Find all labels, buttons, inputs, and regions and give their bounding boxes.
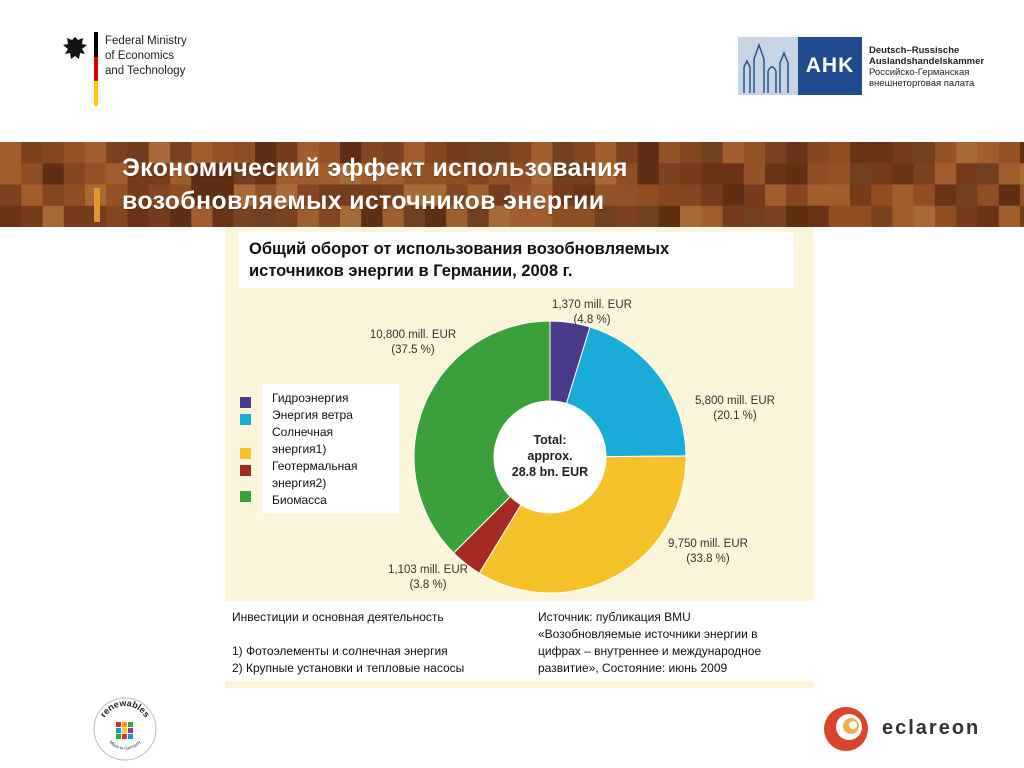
legend-label: Биомасса [272,493,327,507]
ahk-line-1: Deutsch–Russische [869,45,960,56]
legend-label: Энергия ветра [272,408,353,422]
slice-value-label: 10,800 mill. EUR [369,329,457,341]
renewables-word: renewables [97,697,152,720]
note-line: 1) Фотоэлементы и солнечная энергия [232,644,448,658]
renewables-logo [92,696,158,762]
slice-value-label: 1,103 mill. EUR [388,564,468,576]
slice-percent-label: (20.1 %) [713,410,757,422]
note-line [232,626,464,643]
chart-title-line-1: Общий оборот от использования возобновляемых [249,240,670,258]
chart-title-line-2: источников энергии в Германии, 2008 г. [249,262,573,280]
legend-label: Солнечная [272,425,334,439]
title-line-2: возобновляемых источников энергии [122,187,605,215]
note-line: Инвестиции и основная деятельность [232,610,444,624]
renewables-sub: Made in Germany [108,739,142,751]
center-label: 28.8 bn. EUR [511,465,589,479]
ministry-line-1: Federal Ministry [105,35,187,47]
notes-right [538,609,761,677]
ahk-mark: AHK [798,37,862,95]
ministry-line-2: of Economics [105,50,175,62]
slice-value-label: 9,750 mill. EUR [668,538,748,550]
source-line: цифрах – внутреннее и международное [538,644,762,658]
slice-value-label: 1,370 mill. EUR [552,299,632,311]
legend-label: энергия2) [272,476,327,490]
center-label: Total: [533,433,567,447]
legend-label: Гидроэнергия [272,391,349,405]
slice-percent-label: (33.8 %) [686,553,730,565]
eclareon-word: eclareon [882,717,981,739]
notes-left [232,609,464,677]
eclareon-swirl-icon [820,703,876,753]
source-line: «Возобновляемые источники энергии в [538,627,758,641]
slice-percent-label: (37.5 %) [391,344,435,356]
slice-value-label: 5,800 mill. EUR [695,395,775,407]
renewables-grid-icon [116,722,133,739]
ahk-line-2: Auslandshandelskammer [869,56,985,67]
legend-label: Геотермальная [272,459,358,473]
title-line-1: Экономический эффект использования [122,154,628,182]
legend-label: энергия1) [272,442,327,456]
notes-strip [225,681,813,688]
ministry-line-3: and Technology [105,65,186,77]
source-line: развитие», Состояние: июнь 2009 [538,661,728,675]
ahk-line-4: внешнеторговая палата [869,78,975,89]
note-line: 2) Крупные установки и тепловые насосы [232,661,465,675]
eclareon-logo [820,703,981,753]
slice-percent-label: (4.8 %) [573,314,611,326]
ahk-line-3: Российско-Германская [869,67,970,78]
source-line: Источник: публикация BMU [538,610,691,624]
center-label: approx. [527,449,573,463]
slice-percent-label: (3.8 %) [409,579,447,591]
